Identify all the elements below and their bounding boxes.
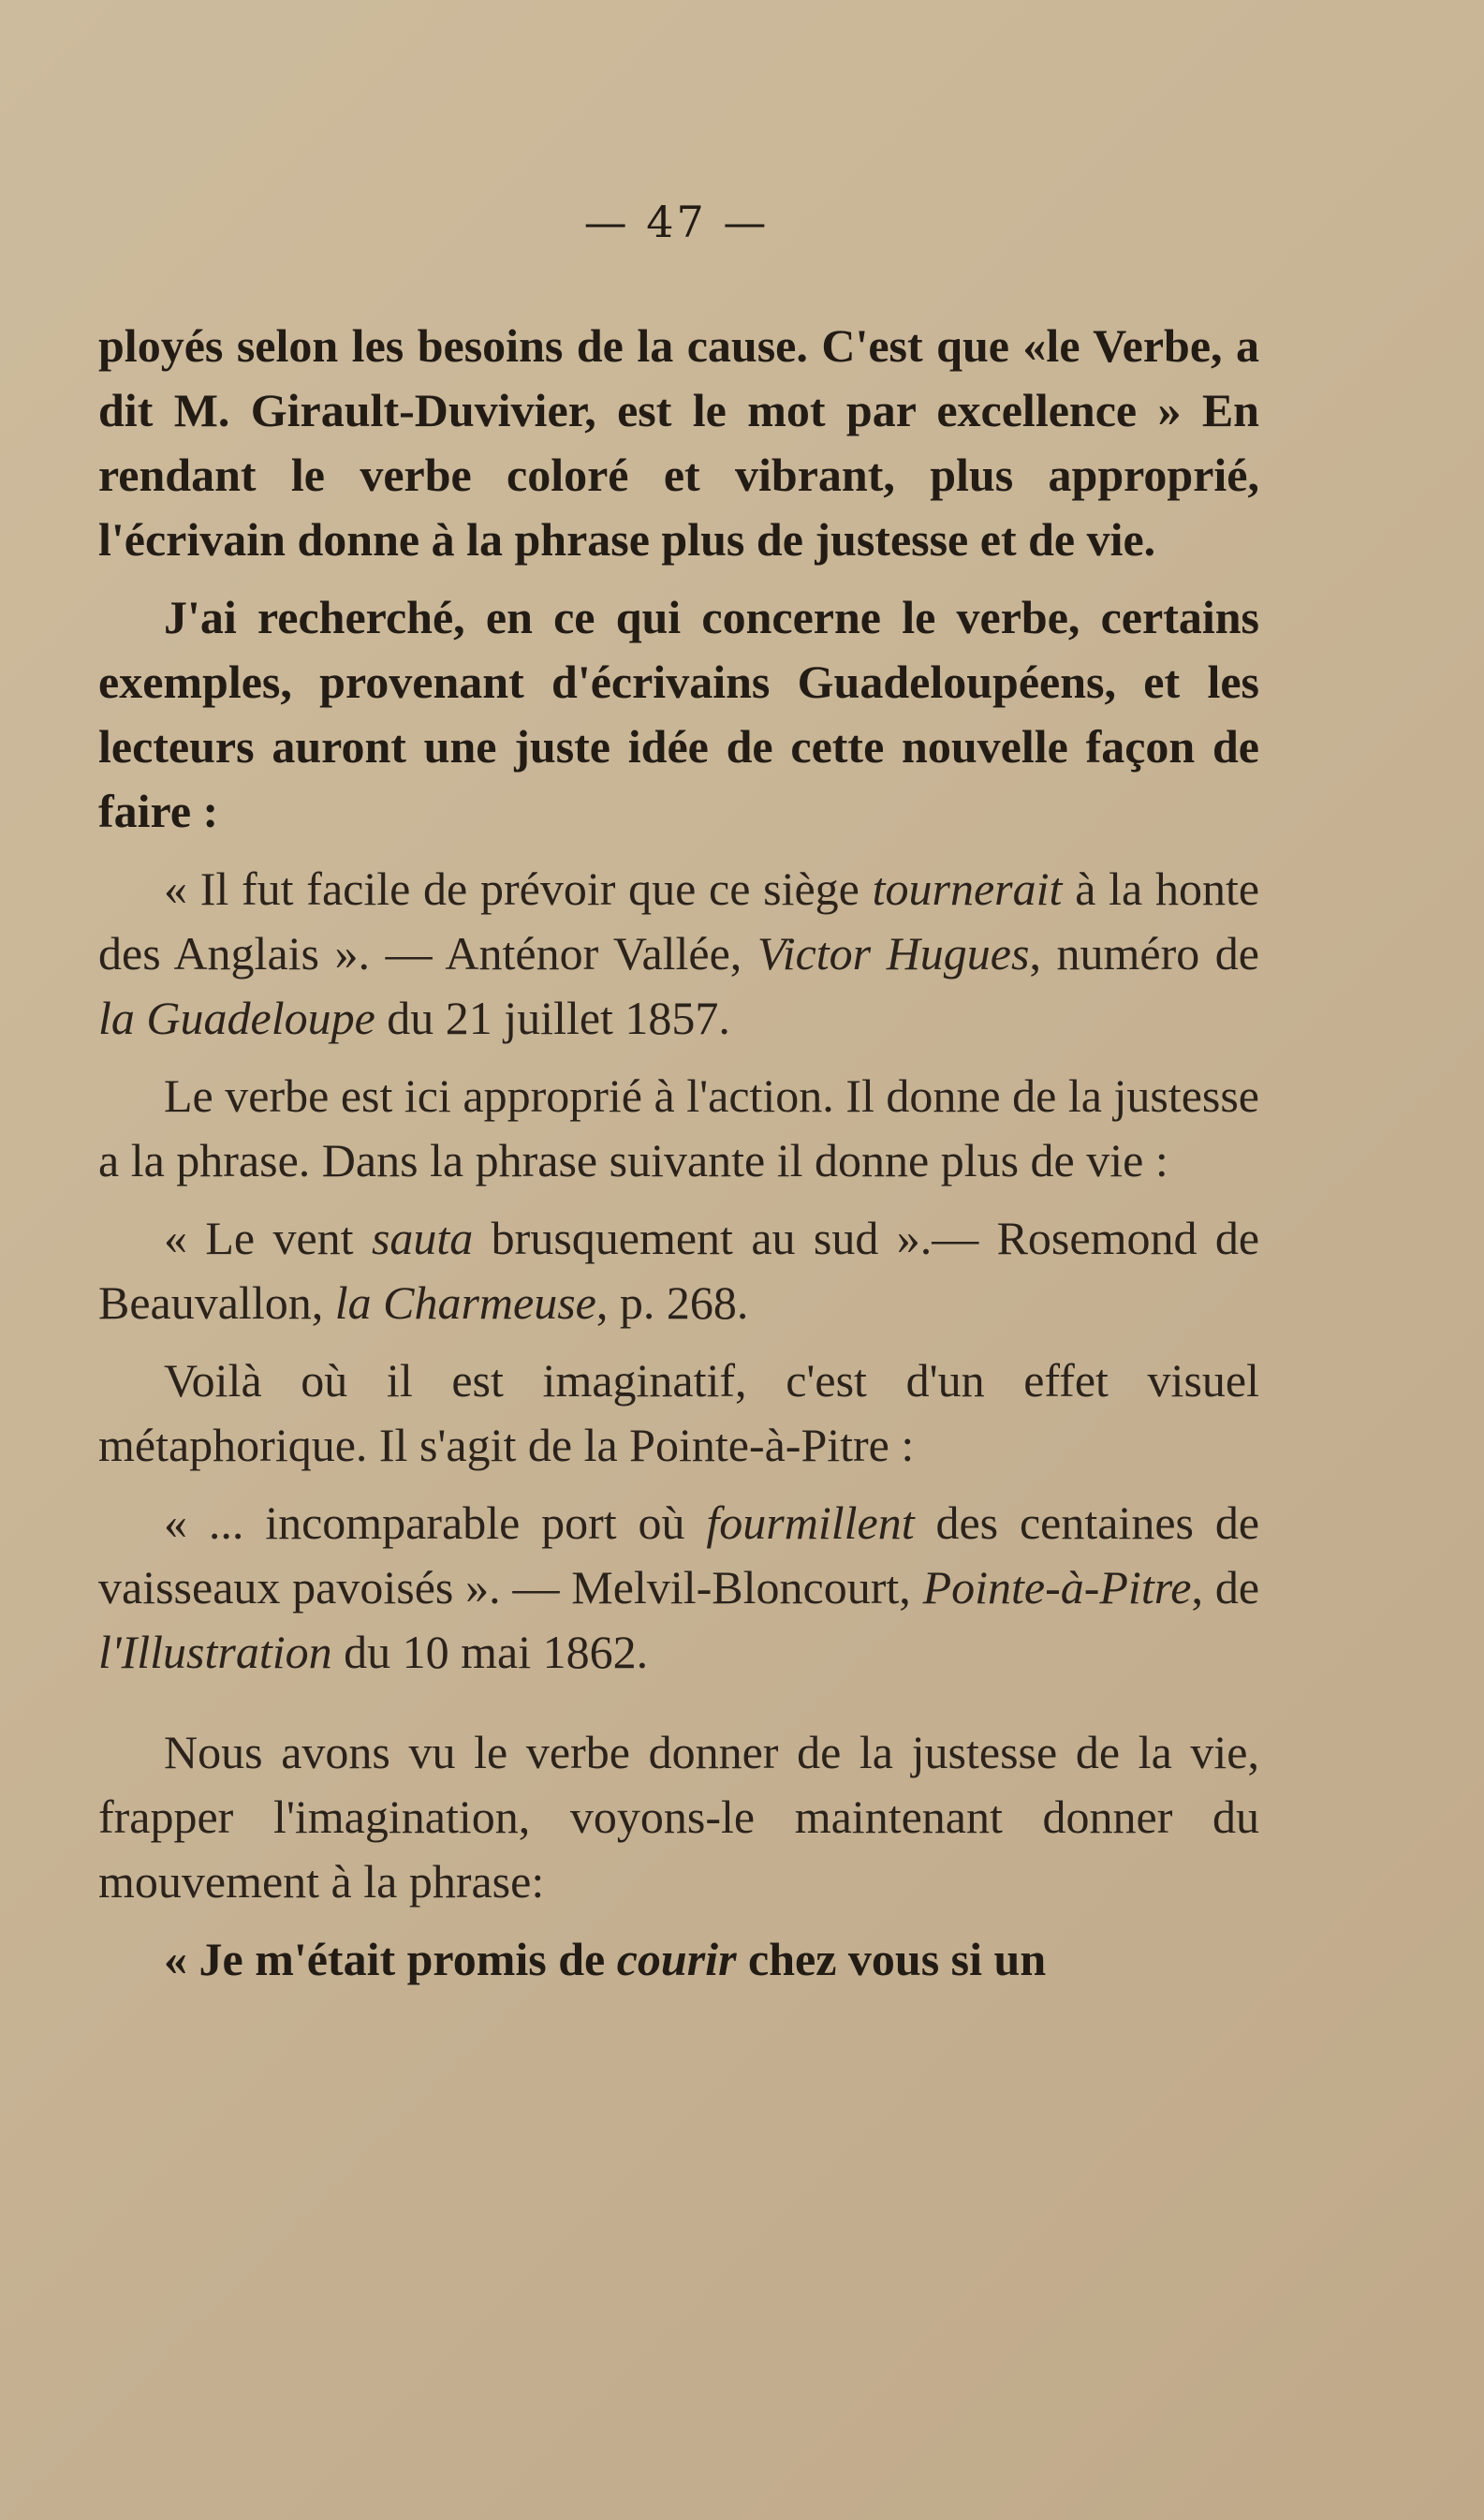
quote-final-emphasis: courir [616,1933,737,1985]
quote-final-text-1: « Je m'était promis de [164,1933,606,1985]
paragraph-1: ployés selon les besoins de la cause. C'est que «le Verbe, a dit M. Girault-Duvivier, est le mot par excellence » En rendant le verbe coloré et vibrant, plus approprié, l'écrivain donne à la phrase plus de justesse et de vie. [98,319,1259,566]
quote-beauvallon-emphasis: sauta [371,1212,474,1264]
quote-final-text-2: chez vous si un [748,1933,1047,1985]
quote-beauvallon-page: , p. 268. [595,1276,749,1329]
quote-vallee-work-title: Victor Hugues [757,927,1030,980]
quote-beauvallon-text-2: brusquement au sud ».— Rosemond de Beauvallon, [98,1212,1260,1329]
quote-beauvallon-text-1: « Le vent [164,1212,354,1264]
quote-vallee-emphasis: tournerait [872,862,1063,915]
quote-vallee-date: du 21 juillet 1857. [387,992,730,1044]
quote-vallee-periodical: la Guadeloupe [98,992,375,1044]
quote-bloncourt-text-1: « ... incomparable port où [164,1496,685,1549]
quote-bloncourt [98,1491,1259,1685]
paragraph-5: Nous avons vu le verbe donner de la justesse de la vie, frapper l'imagination, voyons-le maintenant donner du mouvement à la phrase: [98,1726,1259,1908]
quote-bloncourt-text-2: des centaines de vaisseaux pavoisés ». — Melvil-Bloncourt, [98,1496,1260,1614]
quote-bloncourt-work-title: Pointe-à-Pitre [922,1561,1192,1614]
quote-bloncourt-periodical: l'Illustration [98,1626,332,1678]
quote-final [98,1927,1259,1992]
page-number: — 47 — [583,197,770,247]
quote-beauvallon [98,1206,1259,1335]
quote-bloncourt-date: du 10 mai 1862. [344,1626,649,1678]
quote-bloncourt-text-3: , de [1191,1561,1260,1614]
paragraph-4: Voilà où il est imaginatif, c'est d'un effet visuel métaphorique. Il s'agit de la Pointe-à-Pitre : [98,1354,1259,1471]
quote-vallee-text-1: « Il fut facile de prévoir que ce siège [164,862,860,915]
quote-beauvallon-work-title: la Charmeuse [334,1276,596,1329]
quote-vallee-text-3: , numéro de [1029,927,1259,980]
page-body [98,314,1259,1992]
quote-vallee-text-2: à la honte des Anglais ». — Anténor Vallée, [98,862,1260,980]
paragraph-2: J'ai recherché, en ce qui concerne le verbe, certains exemples, provenant d'écrivains Guadeloupéens, et les lecteurs auront une juste idée de cette nouvelle façon de faire : [98,591,1259,837]
paragraph-3: Le verbe est ici approprié à l'action. Il donne de la justesse a la phrase. Dans la phrase suivante il donne plus de vie : [98,1069,1259,1186]
quote-bloncourt-emphasis: fourmillent [706,1496,915,1549]
quote-vallee [98,857,1259,1051]
